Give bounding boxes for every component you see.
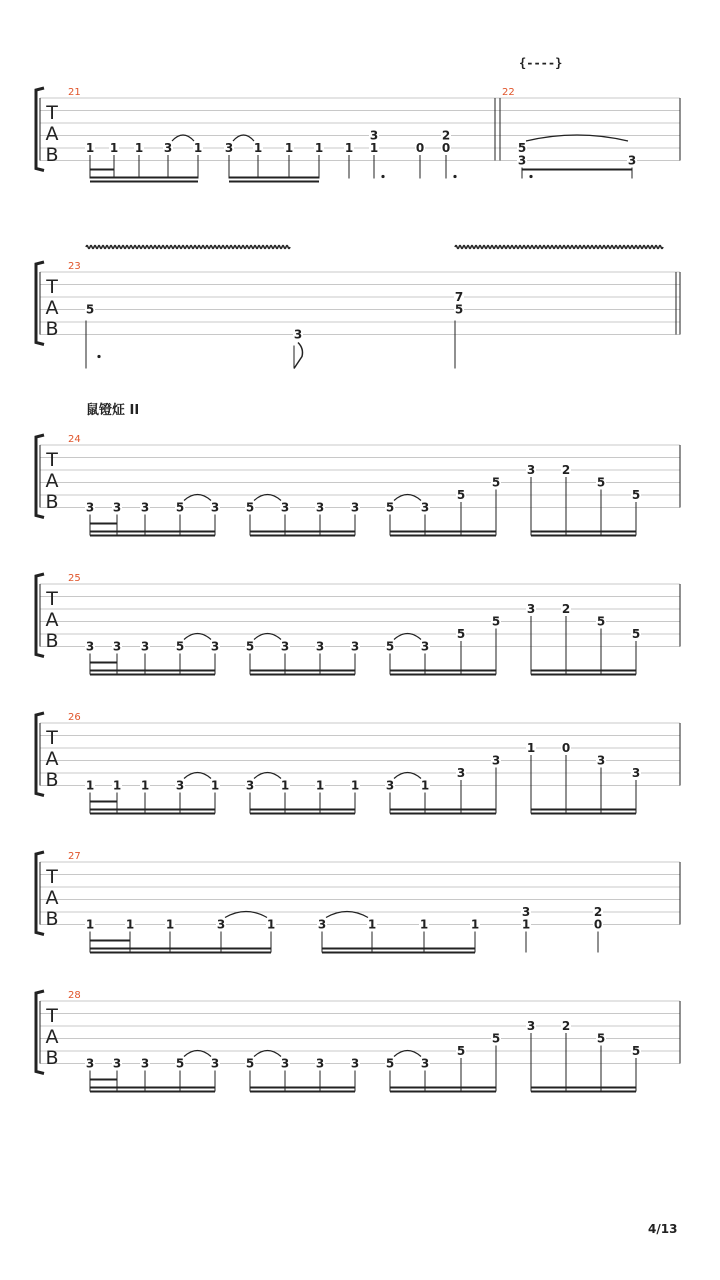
note-flag: [294, 343, 303, 369]
fret-number: 1: [165, 917, 175, 932]
fret-number: 5: [175, 1056, 185, 1071]
tab-clef-letter: A: [45, 609, 59, 631]
tab-system: [36, 434, 680, 537]
beam-line: [90, 1091, 215, 1093]
fret-number: 3: [631, 766, 641, 780]
tab-clef-letter: B: [45, 1047, 59, 1069]
beam-line: [250, 535, 355, 537]
beam-line: [90, 1087, 215, 1089]
fret-number: 5: [631, 627, 641, 641]
fret-number: 3: [317, 917, 327, 932]
fret-number: 1: [367, 917, 377, 932]
fret-number: 5: [491, 1031, 501, 1046]
beam-line: [250, 809, 355, 811]
beam-line: [390, 670, 496, 672]
beam-line: [531, 531, 636, 533]
fret-number: 5: [596, 1031, 606, 1046]
beam-line: [90, 813, 215, 815]
fret-number: 1: [85, 141, 95, 155]
beam-line: [90, 674, 215, 676]
fret-number: 5: [631, 1044, 641, 1058]
fret-number: 7: [454, 290, 464, 304]
beam-line: [322, 948, 475, 950]
rhythm-dot: [453, 175, 456, 178]
fret-number: 3: [280, 500, 290, 515]
page-number: 4/13: [648, 1222, 678, 1236]
fret-number: 5: [245, 639, 255, 654]
rhythm-dot: [97, 355, 100, 358]
fret-number: 3: [280, 1056, 290, 1071]
fret-number: 3: [350, 1056, 360, 1071]
tab-clef-letter: B: [45, 630, 59, 652]
fret-number: 5: [454, 302, 464, 317]
tab-system: [36, 246, 680, 369]
tab-system: [36, 712, 680, 815]
fret-number: 3: [369, 128, 379, 143]
fret-number: 3: [350, 639, 360, 654]
fret-number: 3: [420, 500, 430, 515]
beam-line: [90, 535, 215, 537]
beam-line: [390, 535, 496, 537]
tab-clef-letter: T: [46, 1005, 58, 1027]
fret-number: 5: [245, 1056, 255, 1071]
fret-number: 1: [350, 778, 360, 793]
partial-beam: [90, 1079, 117, 1081]
fret-number: 3: [420, 639, 430, 654]
partial-beam: [90, 940, 130, 942]
tab-clef-letter: T: [46, 588, 58, 610]
fret-number: 5: [385, 500, 395, 515]
beam-line: [250, 531, 355, 533]
fret-number: 3: [517, 153, 527, 168]
fret-number: 3: [245, 778, 255, 793]
fret-number: 1: [284, 141, 294, 155]
beam-line: [531, 670, 636, 672]
tab-system: [36, 573, 680, 676]
fret-number: 3: [526, 463, 536, 477]
measure-number: 22: [502, 87, 515, 98]
fret-number: 5: [456, 1044, 466, 1058]
rhythm-dot: [381, 175, 384, 178]
tab-clef-letter: B: [45, 908, 59, 930]
beam-line: [90, 531, 215, 533]
tab-clef-letter: A: [45, 1026, 59, 1048]
fret-number: 1: [314, 141, 324, 155]
tab-system: [36, 990, 680, 1093]
annotation-text: {----}: [519, 56, 563, 70]
measure-number: 23: [68, 261, 81, 272]
fret-number: 5: [596, 614, 606, 629]
fret-number: 3: [596, 753, 606, 768]
fret-number: 1: [134, 141, 144, 155]
tab-clef-letter: T: [46, 449, 58, 471]
fret-number: 2: [561, 1019, 571, 1033]
beam-line: [390, 813, 496, 815]
fret-number: 3: [85, 639, 95, 654]
beam-line: [531, 1087, 636, 1089]
tab-clef-letter: A: [45, 123, 59, 145]
beam-line: [250, 670, 355, 672]
fret-number: 3: [112, 639, 122, 654]
beam-line: [390, 531, 496, 533]
fret-number: 3: [315, 639, 325, 654]
fret-number: 3: [521, 905, 531, 919]
fret-number: 1: [419, 917, 429, 932]
beam-line: [250, 1091, 355, 1093]
fret-number: 1: [125, 917, 135, 932]
tab-system: [36, 851, 680, 954]
beam-line: [250, 674, 355, 676]
tab-clef-letter: A: [45, 470, 59, 492]
fret-number: 3: [350, 500, 360, 515]
fret-number: 3: [491, 753, 501, 768]
fret-number: 3: [140, 639, 150, 654]
beam-line: [531, 809, 636, 811]
partial-beam: [522, 169, 632, 171]
fret-number: 3: [420, 1056, 430, 1071]
fret-number: 5: [491, 475, 501, 490]
fret-number: 1: [315, 778, 325, 793]
beam-line: [90, 181, 198, 183]
fret-number: 5: [456, 627, 466, 641]
beam-line: [531, 813, 636, 815]
systems-layer: [36, 87, 680, 1093]
fret-number: 3: [293, 327, 303, 342]
beam-line: [322, 952, 475, 954]
fret-number: 3: [280, 639, 290, 654]
fret-number: 3: [385, 778, 395, 793]
measure-number: 25: [68, 573, 81, 584]
fret-number: 3: [216, 917, 226, 932]
fret-number: 1: [344, 141, 354, 155]
fret-number: 2: [561, 602, 571, 616]
tab-clef-letter: A: [45, 887, 59, 909]
fret-number: 1: [85, 917, 95, 932]
fret-number: 1: [109, 141, 119, 155]
beam-line: [90, 952, 271, 954]
measure-number: 21: [68, 87, 81, 98]
fret-number: 5: [596, 475, 606, 490]
measure-number: 27: [68, 851, 81, 862]
section-label: 鼠镫炡 II: [86, 403, 140, 418]
fret-number: 2: [593, 905, 603, 919]
beam-line: [90, 670, 215, 672]
measure-number: 26: [68, 712, 81, 723]
partial-beam: [90, 523, 117, 525]
fret-number: 1: [470, 917, 480, 932]
fret-number: 5: [85, 302, 95, 317]
fret-number: 3: [85, 500, 95, 515]
beam-line: [90, 948, 271, 950]
fret-number: 5: [456, 488, 466, 502]
fret-number: 3: [112, 1056, 122, 1071]
fret-number: 1: [253, 141, 263, 155]
fret-number: 3: [526, 602, 536, 616]
fret-number: 0: [415, 141, 425, 155]
fret-number: 5: [175, 500, 185, 515]
beam-line: [390, 809, 496, 811]
fret-number: 1: [420, 778, 430, 793]
tab-clef-letter: B: [45, 491, 59, 513]
beam-line: [390, 674, 496, 676]
vibrato-line: [86, 246, 290, 249]
fret-number: 3: [224, 141, 234, 155]
rhythm-dot: [529, 175, 532, 178]
tab-clef-letter: B: [45, 144, 59, 166]
fret-number: 1: [521, 917, 531, 932]
fret-number: 0: [593, 917, 603, 932]
fret-number: 5: [175, 639, 185, 654]
fret-number: 3: [210, 639, 220, 654]
fret-number: 3: [526, 1019, 536, 1033]
tab-clef-letter: B: [45, 769, 59, 791]
fret-number: 3: [627, 153, 637, 168]
tab-clef-letter: T: [46, 276, 58, 298]
fret-number: 3: [140, 1056, 150, 1071]
fret-number: 1: [210, 778, 220, 793]
fret-number: 5: [385, 639, 395, 654]
tab-clef-letter: A: [45, 297, 59, 319]
fret-number: 1: [85, 778, 95, 793]
beam-line: [90, 809, 215, 811]
fret-number: 3: [163, 141, 173, 155]
fret-number: 1: [280, 778, 290, 793]
tab-system: [36, 87, 680, 183]
partial-beam: [90, 169, 114, 171]
beam-line: [250, 1087, 355, 1089]
fret-number: 1: [193, 141, 203, 155]
fret-number: 5: [491, 614, 501, 629]
beam-line: [390, 1087, 496, 1089]
tab-clef-letter: T: [46, 727, 58, 749]
fret-number: 2: [561, 463, 571, 477]
fret-number: 0: [561, 741, 571, 755]
partial-beam: [90, 662, 117, 664]
fret-number: 2: [441, 128, 451, 143]
beam-line: [229, 177, 319, 179]
fret-number: 1: [526, 741, 536, 755]
fret-number: 3: [175, 778, 185, 793]
tab-clef-letter: T: [46, 102, 58, 124]
fret-number: 3: [210, 500, 220, 515]
fret-number: 3: [112, 500, 122, 515]
tab-clef-letter: B: [45, 318, 59, 340]
beam-line: [531, 1091, 636, 1093]
beam-line: [390, 1091, 496, 1093]
beam-line: [90, 177, 198, 179]
measure-number: 28: [68, 990, 81, 1001]
fret-number: 5: [385, 1056, 395, 1071]
fret-number: 0: [441, 141, 451, 155]
fret-number: 5: [631, 488, 641, 502]
fret-number: 1: [112, 778, 122, 793]
measure-number: 24: [68, 434, 81, 445]
partial-beam: [90, 801, 117, 803]
fret-number: 3: [85, 1056, 95, 1071]
fret-number: 3: [315, 1056, 325, 1071]
fret-number: 3: [210, 1056, 220, 1071]
fret-number: 5: [245, 500, 255, 515]
fret-number: 1: [369, 141, 379, 155]
beam-line: [229, 181, 319, 183]
tab-clef-letter: A: [45, 748, 59, 770]
fret-number: 3: [140, 500, 150, 515]
fret-number: 3: [456, 766, 466, 780]
tab-clef-letter: T: [46, 866, 58, 888]
beam-line: [531, 674, 636, 676]
fret-number: 1: [266, 917, 276, 932]
fret-number: 5: [517, 141, 527, 155]
beam-line: [250, 813, 355, 815]
fret-number: 3: [315, 500, 325, 515]
fret-number: 1: [140, 778, 150, 793]
vibrato-line: [455, 246, 663, 249]
beam-line: [531, 535, 636, 537]
